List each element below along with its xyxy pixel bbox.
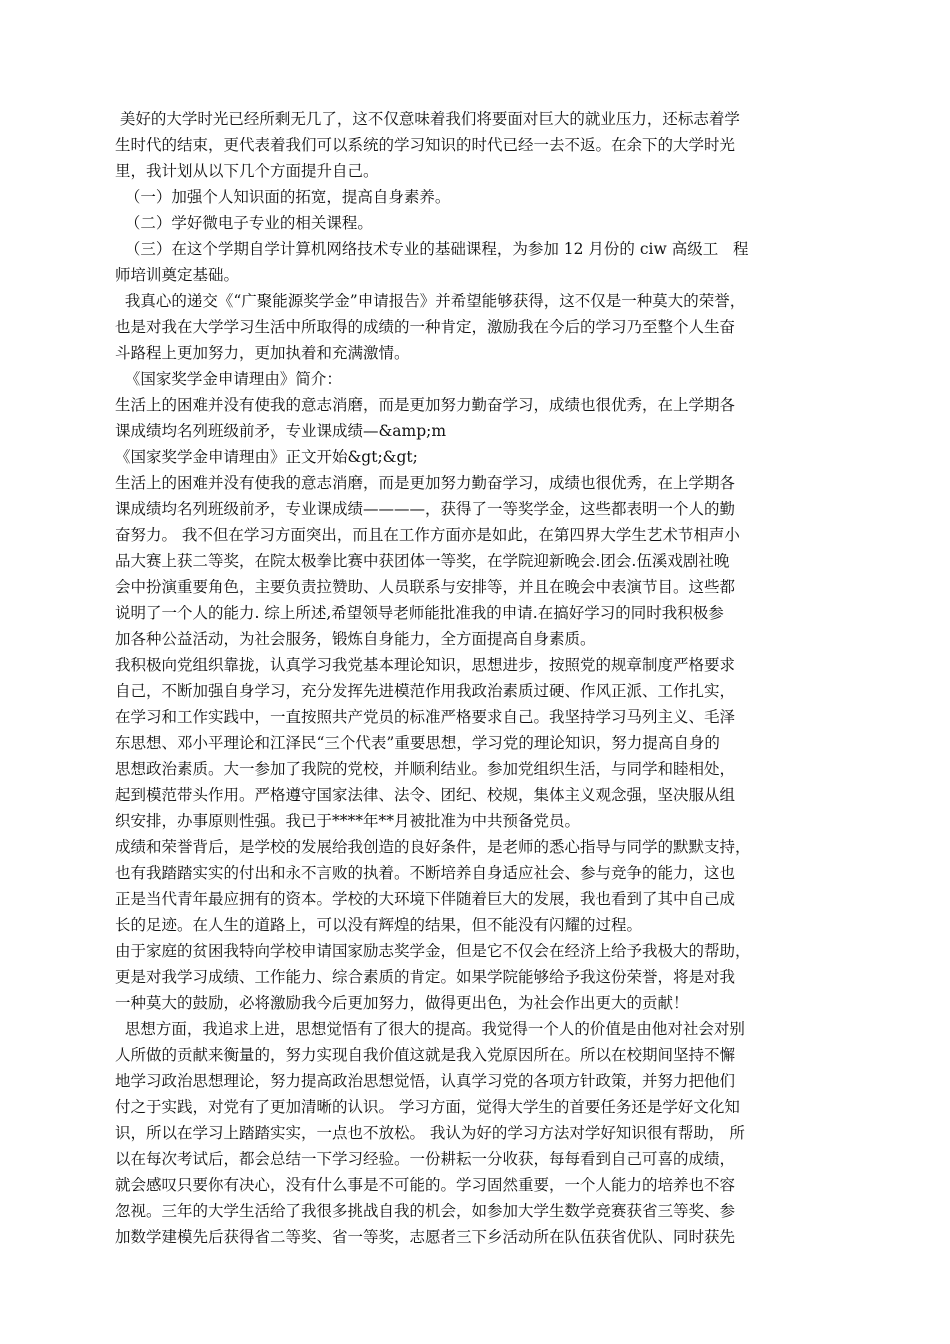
text-line: 奋努力。 我不但在学习方面突出，而且在工作方面亦是如此，在第四界大学生艺术节相声小 [115, 526, 740, 544]
text-line: 正是当代青年最应拥有的资本。学校的大环境下伴随着巨大的发展，我也看到了其中自己成 [115, 890, 736, 908]
text-line: 思想政治素质。大一参加了我院的党校，并顺利结业。参加党组织生活，与同学和睦相处， [115, 760, 736, 778]
text-line: 就会感叹只要你有决心，没有什么事是不可能的。学习固然重要，一个人能力的培养也不容 [115, 1176, 736, 1194]
text-line: 更是对我学习成绩、工作能力、综合素质的肯定。如果学院能够给予我这份荣誉，将是对我 [115, 968, 736, 986]
document-body [115, 106, 830, 1250]
text-line: 忽视。三年的大学生活给了我很多挑战自我的机会，如参加大学生数学竞赛获省三等奖、参 [115, 1202, 736, 1220]
text-line: 生活上的困难并没有使我的意志消磨，而是更加努力勤奋学习，成绩也很优秀，在上学期各 [115, 474, 736, 492]
text-line: 成绩和荣誉背后，是学校的发展给我创造的良好条件，是老师的悉心指导与同学的默默支持， [115, 838, 751, 856]
text-line: 在学习和工作实践中，一直按照共产党员的标准严格要求自己。我坚持学习马列主义、毛泽 [115, 708, 736, 726]
text-line: （一）加强个人知识面的拓宽，提高自身素养。 [115, 188, 451, 206]
text-line: 斗路程上更加努力，更加执着和充满激情。 [115, 344, 410, 362]
text-line: （三）在这个学期自学计算机网络技术专业的基础课程，为参加 12 月份的 ciw 高级工 程 [115, 240, 749, 258]
text-line: 会中扮演重要角色，主要负责拉赞助、人员联系与安排等，并且在晚会中表演节目。这些都 [115, 578, 736, 596]
text-line: 思想方面，我追求上进，思想觉悟有了很大的提高。我觉得一个人的价值是由他对社会对别 [115, 1020, 745, 1038]
text-line: 东思想、邓小平理论和江泽民“三个代表”重要思想，学习党的理论知识，努力提高自身的 [115, 734, 720, 752]
text-line: 我真心的递交《“广聚能源奖学金”申请报告》并希望能够获得，这不仅是一种莫大的荣誉， [115, 292, 746, 310]
text-line: 地学习政治思想理论，努力提高政治思想觉悟，认真学习党的各项方针政策，并努力把他们 [115, 1072, 736, 1090]
text-line: 《国家奖学金申请理由》正文开始&gt;&gt; [115, 448, 418, 466]
text-line: 由于家庭的贫困我特向学校申请国家励志奖学金，但是它不仅会在经济上给予我极大的帮助， [115, 942, 751, 960]
text-line: 生时代的结束，更代表着我们可以系统的学习知识的时代已经一去不返。在余下的大学时光 [115, 136, 736, 154]
text-line: 长的足迹。在人生的道路上，可以没有辉煌的结果，但不能没有闪耀的过程。 [115, 916, 643, 934]
text-line: 课成绩均名列班级前矛，专业课成绩—&amp;m [115, 422, 447, 440]
text-line: 织安排，办事原则性强。我已于****年**月被批准为中共预备党员。 [115, 812, 581, 830]
text-line: 课成绩均名列班级前矛，专业课成绩————，获得了一等奖学金，这些都表明一个人的勤 [115, 500, 736, 518]
text-line: 一种莫大的鼓励，必将激励我今后更加努力，做得更出色，为社会作出更大的贡献！ [115, 994, 689, 1012]
text-line: 说明了一个人的能力. 综上所述,希望领导老师能批准我的申请.在搞好学习的同时我积极参 [115, 604, 724, 622]
text-line: （二）学好微电子专业的相关课程。 [115, 214, 373, 232]
text-line: 起到模范带头作用。严格遵守国家法律、法令、团纪、校规，集体主义观念强，坚决服从组 [115, 786, 736, 804]
text-line: 付之于实践，对党有了更加清晰的认识。 学习方面，觉得大学生的首要任务还是学好文化知 [115, 1098, 740, 1116]
text-line: 美好的大学时光已经所剩无几了，这不仅意味着我们将要面对巨大的就业压力，还标志着学 [115, 110, 740, 128]
text-line: 生活上的困难并没有使我的意志消磨，而是更加努力勤奋学习，成绩也很优秀，在上学期各 [115, 396, 736, 414]
text-line: 也有我踏踏实实的付出和永不言败的执着。不断培养自身适应社会、参与竞争的能力，这也 [115, 864, 736, 882]
text-line: 《国家奖学金申请理由》简介： [115, 370, 342, 388]
text-line: 品大赛上获二等奖，在院太极拳比赛中获团体一等奖，在学院迎新晚会.团会.伍溪戏剧社晚 [115, 552, 730, 570]
text-line: 加数学建模先后获得省二等奖、省一等奖，志愿者三下乡活动所在队伍获省优队、同时获先 [115, 1228, 736, 1246]
text-line: 里，我计划从以下几个方面提升自己。 [115, 162, 379, 180]
text-line: 识，所以在学习上踏踏实实，一点也不放松。 我认为好的学习方法对学好知识很有帮助， 所 [115, 1124, 745, 1142]
text-line: 人所做的贡献来衡量的，努力实现自我价值这就是我入党原因所在。所以在校期间坚持不懈 [115, 1046, 736, 1064]
text-line: 我积极向党组织靠拢，认真学习我党基本理论知识，思想进步，按照党的规章制度严格要求 [115, 656, 736, 674]
text-line: 加各种公益活动，为社会服务，锻炼自身能力，全方面提高自身素质。 [115, 630, 596, 648]
text-line: 以在每次考试后，都会总结一下学习经验。一份耕耘一分收获，每每看到自己可喜的成绩， [115, 1150, 736, 1168]
text-line: 师培训奠定基础。 [115, 266, 240, 284]
text-line: 自己，不断加强自身学习，充分发挥先进模范作用我政治素质过硬、作风正派、工作扎实， [115, 682, 736, 700]
text-line: 也是对我在大学学习生活中所取得的成绩的一种肯定，激励我在今后的学习乃至整个人生奋 [115, 318, 736, 336]
